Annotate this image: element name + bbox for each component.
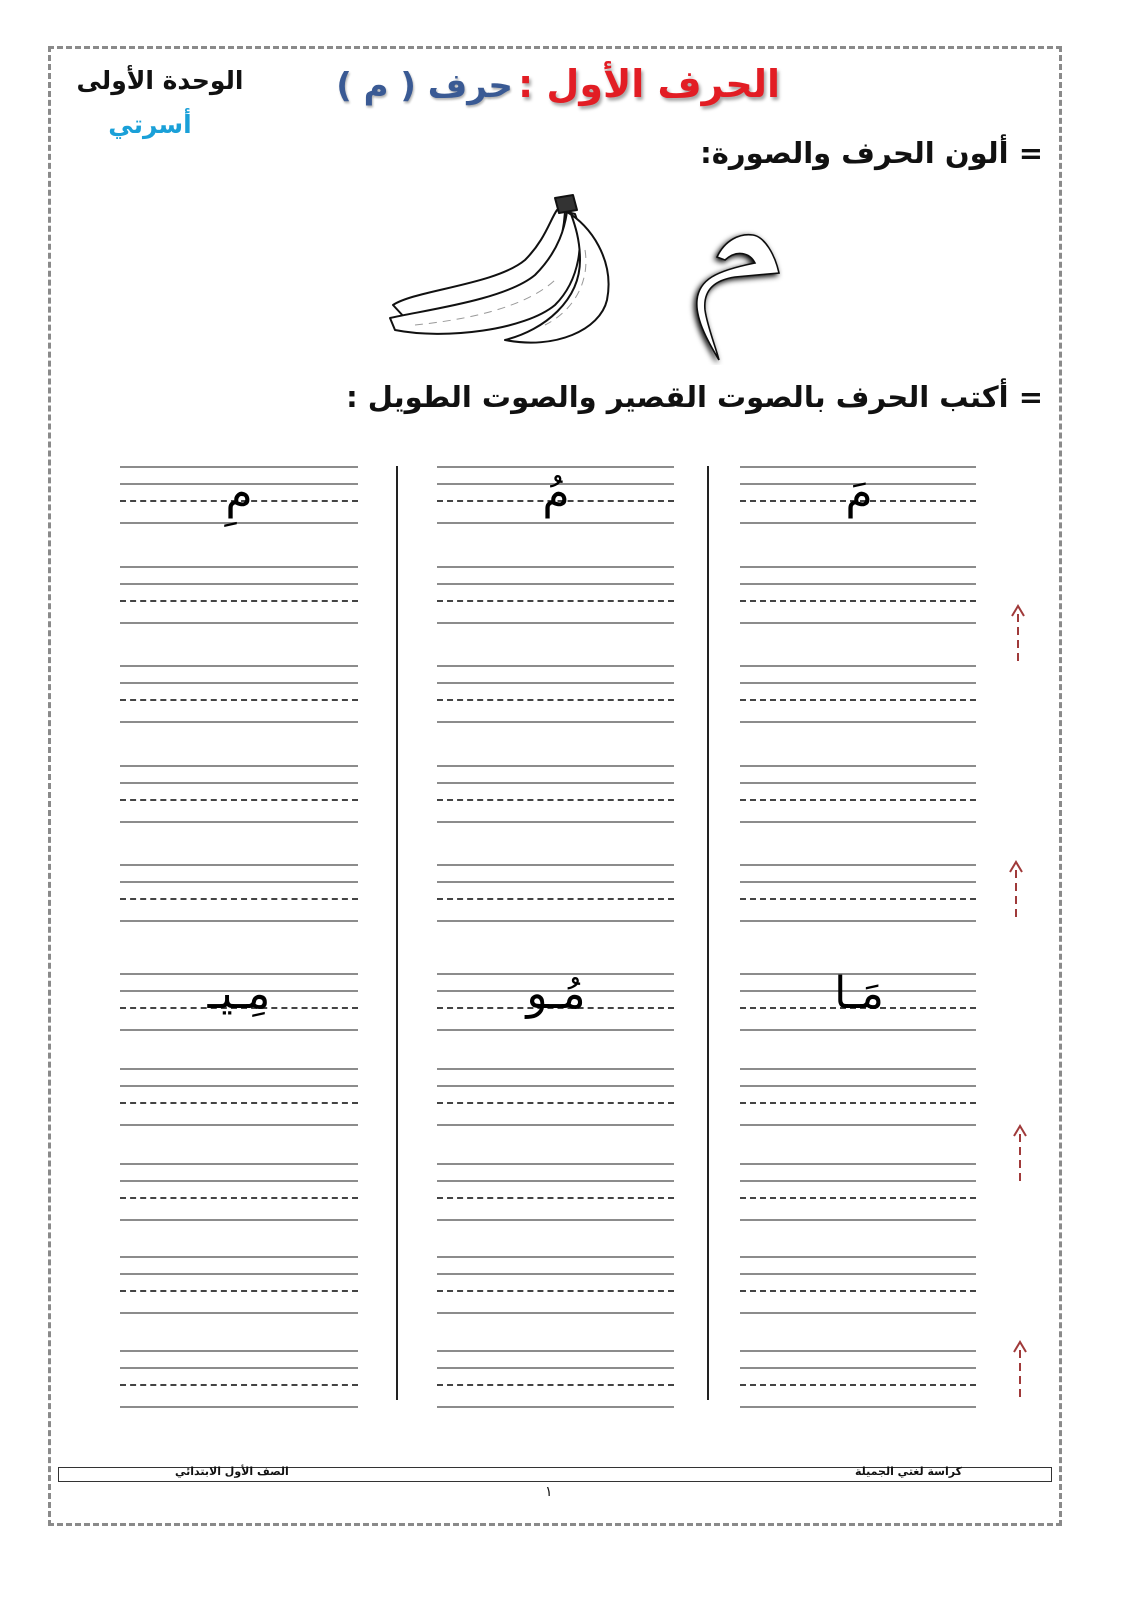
banana-image xyxy=(385,190,620,350)
writing-line-group[interactable] xyxy=(740,1350,976,1410)
model-short-vowel: مُ xyxy=(542,468,570,519)
column-divider xyxy=(396,466,398,1400)
model-long-vowel: مُـو xyxy=(526,968,586,1019)
writing-line-group[interactable] xyxy=(740,765,976,825)
color-instruction: = ألون الحرف والصورة: xyxy=(700,136,1043,170)
lesson-label: الحرف الأول : xyxy=(517,62,780,106)
writing-line-group[interactable] xyxy=(120,566,358,626)
writing-line-group[interactable] xyxy=(740,665,976,725)
writing-line-group[interactable] xyxy=(740,864,976,924)
footer-book-title: كراسة لغتي الجميلة xyxy=(855,1465,962,1478)
model-long-vowel: مَـا xyxy=(834,968,884,1019)
model-long-vowel: مِـيـ xyxy=(207,968,271,1019)
writing-line-group[interactable] xyxy=(120,1068,358,1128)
direction-arrow-icon xyxy=(1008,602,1028,672)
direction-arrow-icon xyxy=(1010,1338,1030,1408)
writing-line-group[interactable] xyxy=(437,1256,674,1316)
unit-title: الوحدة الأولى xyxy=(76,66,244,95)
writing-line-group[interactable] xyxy=(437,864,674,924)
writing-line-group[interactable] xyxy=(740,1068,976,1128)
writing-line-group[interactable] xyxy=(437,765,674,825)
writing-line-group[interactable] xyxy=(740,1256,976,1316)
writing-line-group[interactable] xyxy=(120,1163,358,1223)
unit-subtitle: أسرتي xyxy=(108,110,192,139)
writing-line-group[interactable] xyxy=(437,566,674,626)
outline-letter-meem xyxy=(675,205,785,365)
writing-line-group[interactable] xyxy=(120,665,358,725)
page-number: ١ xyxy=(545,1484,553,1500)
writing-line-group[interactable] xyxy=(437,1068,674,1128)
model-short-vowel: مِ xyxy=(225,468,253,519)
writing-line-group[interactable] xyxy=(120,1350,358,1410)
writing-line-group[interactable] xyxy=(120,765,358,825)
write-instruction: = أكتب الحرف بالصوت القصير والصوت الطويل : xyxy=(346,380,1043,414)
writing-line-group[interactable] xyxy=(740,1163,976,1223)
model-short-vowel: مَ xyxy=(845,468,873,519)
writing-line-group[interactable] xyxy=(437,1350,674,1410)
direction-arrow-icon xyxy=(1010,1122,1030,1192)
direction-arrow-icon xyxy=(1006,858,1026,928)
writing-line-group[interactable] xyxy=(437,1163,674,1223)
writing-line-group[interactable] xyxy=(120,1256,358,1316)
column-divider xyxy=(707,466,709,1400)
lesson-title xyxy=(336,62,780,106)
writing-line-group[interactable] xyxy=(740,566,976,626)
writing-line-group[interactable] xyxy=(437,665,674,725)
writing-line-group[interactable] xyxy=(120,864,358,924)
lesson-letter: حرف ( م ) xyxy=(336,66,513,106)
footer-grade: الصف الأول الابتدائي xyxy=(175,1465,289,1478)
